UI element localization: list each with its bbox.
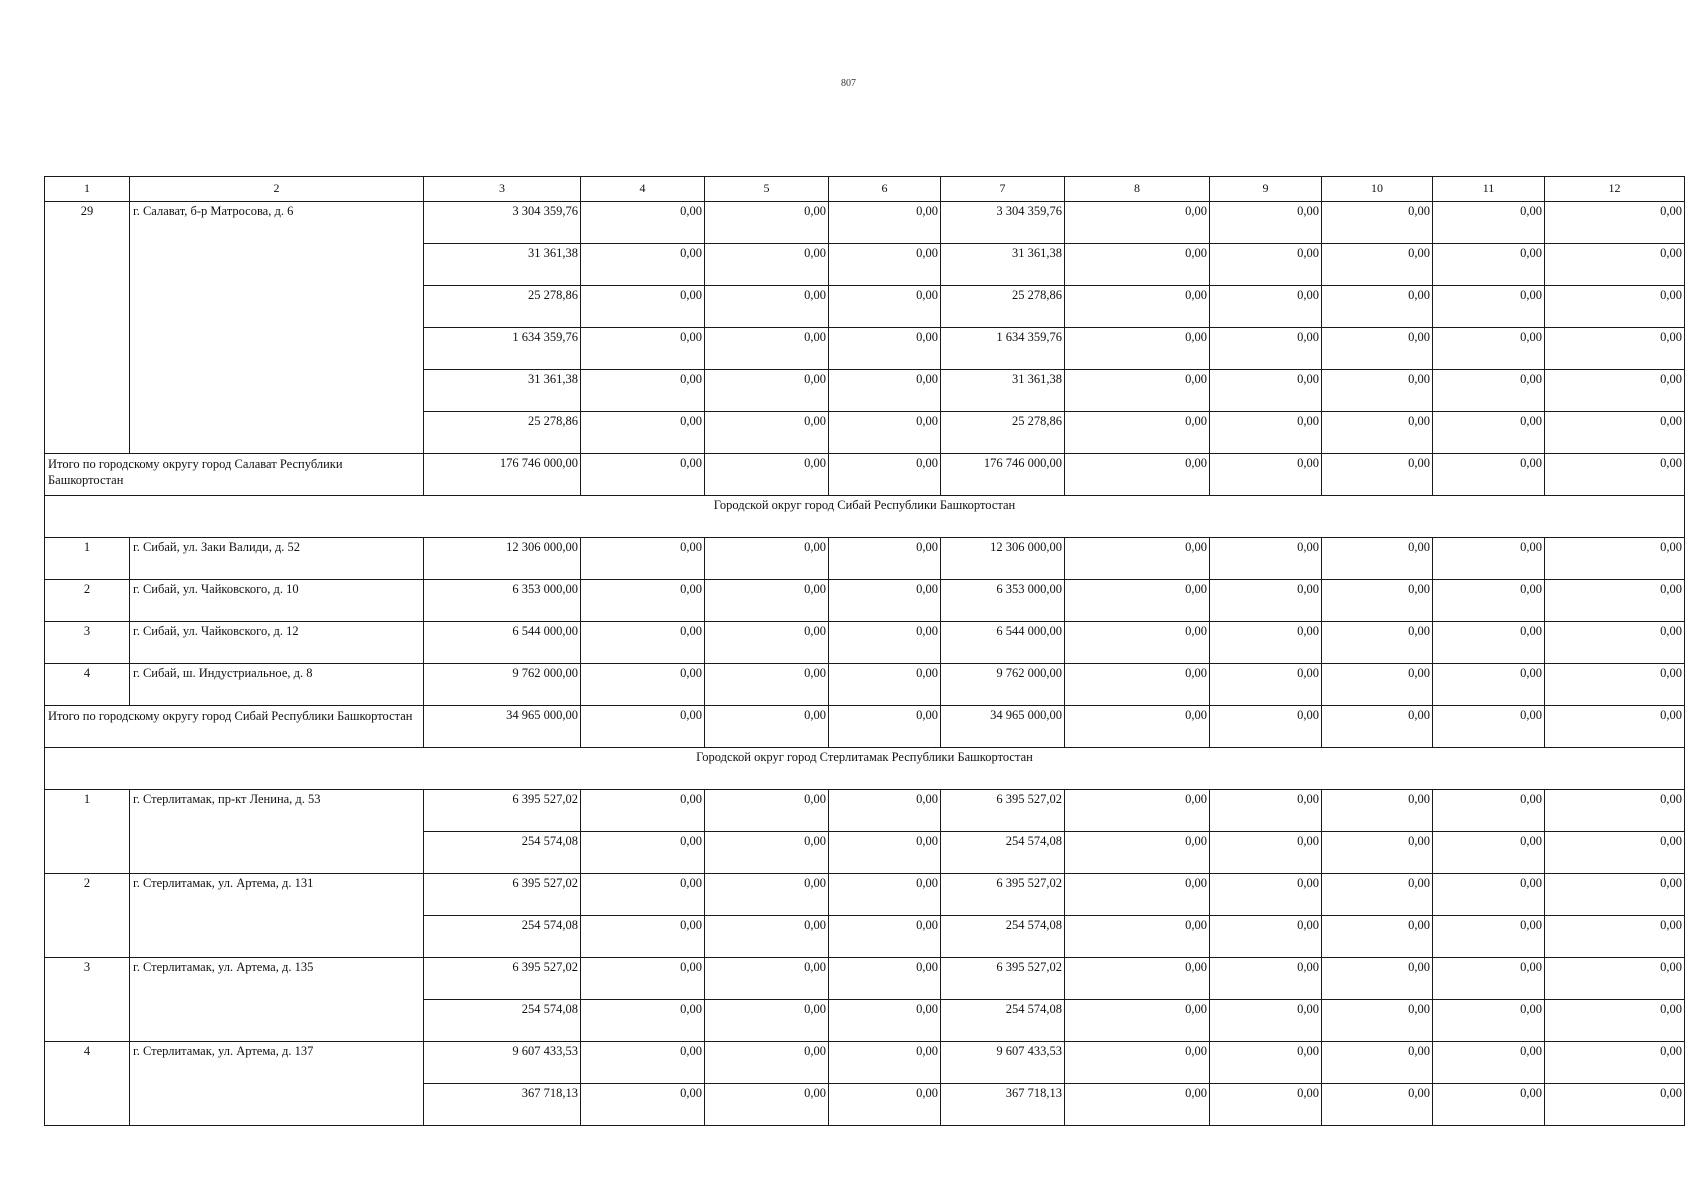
value-cell: 254 574,08 [424, 832, 581, 874]
value-cell: 6 544 000,00 [424, 622, 581, 664]
value-cell: 0,00 [1433, 622, 1545, 664]
value-cell: 1 634 359,76 [424, 328, 581, 370]
value-cell: 31 361,38 [424, 244, 581, 286]
value-cell: 0,00 [829, 874, 941, 916]
value-cell: 0,00 [581, 958, 705, 1000]
row-number: 4 [45, 664, 130, 706]
total-row [45, 706, 1685, 748]
value-cell: 0,00 [705, 202, 829, 244]
value-cell: 6 544 000,00 [941, 622, 1065, 664]
section-header-row [45, 748, 1685, 790]
value-cell: 0,00 [1210, 916, 1322, 958]
value-cell: 0,00 [1065, 328, 1210, 370]
value-cell: 0,00 [1065, 1084, 1210, 1126]
value-cell: 12 306 000,00 [424, 538, 581, 580]
value-cell: 0,00 [581, 664, 705, 706]
column-header: 5 [705, 177, 829, 202]
value-cell: 0,00 [1210, 328, 1322, 370]
total-value-cell: 0,00 [1210, 706, 1322, 748]
value-cell: 0,00 [1433, 874, 1545, 916]
value-cell: 0,00 [581, 370, 705, 412]
value-cell: 0,00 [1065, 580, 1210, 622]
value-cell: 254 574,08 [424, 916, 581, 958]
value-cell: 6 353 000,00 [941, 580, 1065, 622]
value-cell: 0,00 [1322, 958, 1433, 1000]
value-cell: 0,00 [705, 412, 829, 454]
value-cell: 0,00 [581, 832, 705, 874]
total-value-cell: 34 965 000,00 [941, 706, 1065, 748]
value-cell: 0,00 [1065, 622, 1210, 664]
value-cell: 0,00 [1065, 790, 1210, 832]
value-cell: 9 762 000,00 [941, 664, 1065, 706]
value-cell: 0,00 [1065, 1000, 1210, 1042]
value-cell: 0,00 [1322, 874, 1433, 916]
value-cell: 0,00 [1210, 1000, 1322, 1042]
value-cell: 0,00 [705, 1084, 829, 1126]
value-cell: 0,00 [1433, 244, 1545, 286]
total-label: Итого по городскому округу город Салават Республики Башкортостан [45, 454, 424, 496]
row-number: 3 [45, 958, 130, 1042]
value-cell: 0,00 [1210, 664, 1322, 706]
value-cell: 0,00 [829, 328, 941, 370]
value-cell: 0,00 [581, 202, 705, 244]
value-cell: 0,00 [1433, 370, 1545, 412]
row-number: 3 [45, 622, 130, 664]
column-number-row [45, 177, 1685, 202]
value-cell: 254 574,08 [424, 1000, 581, 1042]
value-cell: 12 306 000,00 [941, 538, 1065, 580]
value-cell: 0,00 [705, 790, 829, 832]
total-label: Итого по городскому округу город Сибай Республики Башкортостан [45, 706, 424, 748]
value-cell: 254 574,08 [941, 1000, 1065, 1042]
value-cell: 0,00 [705, 916, 829, 958]
value-cell: 367 718,13 [424, 1084, 581, 1126]
total-value-cell: 0,00 [581, 706, 705, 748]
value-cell: 0,00 [1322, 832, 1433, 874]
value-cell: 0,00 [705, 622, 829, 664]
value-cell: 0,00 [705, 1042, 829, 1084]
value-cell: 0,00 [1545, 832, 1685, 874]
value-cell: 0,00 [1433, 202, 1545, 244]
column-header: 10 [1322, 177, 1433, 202]
value-cell: 1 634 359,76 [941, 328, 1065, 370]
value-cell: 0,00 [1210, 832, 1322, 874]
value-cell: 0,00 [829, 412, 941, 454]
value-cell: 0,00 [705, 370, 829, 412]
value-cell: 0,00 [829, 244, 941, 286]
value-cell: 0,00 [1433, 1084, 1545, 1126]
total-value-cell: 0,00 [705, 706, 829, 748]
section-header-row [45, 496, 1685, 538]
value-cell: 6 395 527,02 [941, 790, 1065, 832]
value-cell: 0,00 [1065, 286, 1210, 328]
row-number: 1 [45, 538, 130, 580]
total-value-cell: 0,00 [705, 454, 829, 496]
total-value-cell: 0,00 [1322, 706, 1433, 748]
table-row [45, 664, 1685, 706]
total-value-cell: 0,00 [1210, 454, 1322, 496]
row-number: 1 [45, 790, 130, 874]
section-title: Городской округ город Стерлитамак Республики Башкортостан [45, 748, 1685, 790]
table-row [45, 1042, 1685, 1084]
table-row [45, 790, 1685, 832]
column-header: 3 [424, 177, 581, 202]
value-cell: 0,00 [1210, 1084, 1322, 1126]
table-row [45, 202, 1685, 244]
value-cell: 0,00 [1065, 202, 1210, 244]
value-cell: 0,00 [1210, 580, 1322, 622]
address-cell: г. Стерлитамак, ул. Артема, д. 137 [130, 1042, 424, 1126]
value-cell: 0,00 [1322, 328, 1433, 370]
total-value-cell: 176 746 000,00 [424, 454, 581, 496]
value-cell: 3 304 359,76 [941, 202, 1065, 244]
value-cell: 0,00 [1210, 286, 1322, 328]
value-cell: 0,00 [1322, 244, 1433, 286]
value-cell: 0,00 [829, 1042, 941, 1084]
value-cell: 0,00 [581, 916, 705, 958]
address-cell: г. Сибай, ул. Чайковского, д. 12 [130, 622, 424, 664]
value-cell: 0,00 [1210, 1042, 1322, 1084]
address-cell: г. Стерлитамак, пр-кт Ленина, д. 53 [130, 790, 424, 874]
value-cell: 6 395 527,02 [424, 790, 581, 832]
value-cell: 0,00 [581, 538, 705, 580]
value-cell: 0,00 [829, 832, 941, 874]
value-cell: 0,00 [1545, 1000, 1685, 1042]
total-value-cell: 34 965 000,00 [424, 706, 581, 748]
value-cell: 0,00 [829, 790, 941, 832]
value-cell: 0,00 [1065, 538, 1210, 580]
value-cell: 0,00 [1322, 664, 1433, 706]
value-cell: 0,00 [829, 916, 941, 958]
total-value-cell: 0,00 [829, 706, 941, 748]
value-cell: 0,00 [1545, 202, 1685, 244]
value-cell: 0,00 [1545, 538, 1685, 580]
value-cell: 0,00 [1210, 538, 1322, 580]
value-cell: 0,00 [1545, 1042, 1685, 1084]
value-cell: 0,00 [1065, 958, 1210, 1000]
column-header: 1 [45, 177, 130, 202]
value-cell: 31 361,38 [424, 370, 581, 412]
table-body [45, 177, 1685, 1126]
value-cell: 0,00 [1322, 1000, 1433, 1042]
value-cell: 0,00 [829, 1000, 941, 1042]
address-cell: г. Сибай, ш. Индустриальное, д. 8 [130, 664, 424, 706]
column-header: 12 [1545, 177, 1685, 202]
value-cell: 0,00 [581, 244, 705, 286]
value-cell: 0,00 [1545, 874, 1685, 916]
value-cell: 0,00 [829, 1084, 941, 1126]
value-cell: 0,00 [1210, 790, 1322, 832]
value-cell: 25 278,86 [941, 286, 1065, 328]
value-cell: 6 395 527,02 [941, 958, 1065, 1000]
value-cell: 0,00 [1433, 538, 1545, 580]
value-cell: 0,00 [581, 286, 705, 328]
page-number: 807 [841, 78, 856, 89]
value-cell: 3 304 359,76 [424, 202, 581, 244]
value-cell: 0,00 [1210, 244, 1322, 286]
value-cell: 0,00 [829, 538, 941, 580]
value-cell: 0,00 [581, 1000, 705, 1042]
value-cell: 0,00 [705, 538, 829, 580]
value-cell: 0,00 [829, 370, 941, 412]
total-value-cell: 0,00 [1545, 706, 1685, 748]
total-value-cell: 0,00 [1322, 454, 1433, 496]
value-cell: 0,00 [1545, 958, 1685, 1000]
row-number: 2 [45, 580, 130, 622]
row-number: 4 [45, 1042, 130, 1126]
value-cell: 0,00 [705, 1000, 829, 1042]
value-cell: 0,00 [1433, 916, 1545, 958]
value-cell: 0,00 [1322, 916, 1433, 958]
value-cell: 0,00 [1545, 412, 1685, 454]
value-cell: 0,00 [705, 664, 829, 706]
value-cell: 0,00 [1322, 622, 1433, 664]
value-cell: 0,00 [1210, 202, 1322, 244]
value-cell: 0,00 [1322, 538, 1433, 580]
total-value-cell: 0,00 [1433, 454, 1545, 496]
total-value-cell: 0,00 [1433, 706, 1545, 748]
value-cell: 0,00 [1545, 286, 1685, 328]
column-header: 7 [941, 177, 1065, 202]
value-cell: 0,00 [705, 580, 829, 622]
value-cell: 9 607 433,53 [424, 1042, 581, 1084]
address-cell: г. Сибай, ул. Чайковского, д. 10 [130, 580, 424, 622]
table-row [45, 622, 1685, 664]
value-cell: 0,00 [829, 622, 941, 664]
value-cell: 0,00 [829, 664, 941, 706]
address-cell: г. Стерлитамак, ул. Артема, д. 131 [130, 874, 424, 958]
value-cell: 0,00 [1545, 664, 1685, 706]
value-cell: 0,00 [581, 328, 705, 370]
value-cell: 0,00 [1065, 412, 1210, 454]
value-cell: 0,00 [829, 286, 941, 328]
value-cell: 0,00 [1322, 580, 1433, 622]
value-cell: 0,00 [1322, 790, 1433, 832]
value-cell: 9 607 433,53 [941, 1042, 1065, 1084]
value-cell: 0,00 [581, 412, 705, 454]
value-cell: 0,00 [705, 958, 829, 1000]
value-cell: 0,00 [705, 244, 829, 286]
value-cell: 0,00 [1545, 244, 1685, 286]
value-cell: 0,00 [1433, 790, 1545, 832]
value-cell: 0,00 [1065, 244, 1210, 286]
value-cell: 6 395 527,02 [424, 874, 581, 916]
table-row [45, 538, 1685, 580]
value-cell: 0,00 [581, 874, 705, 916]
row-number: 2 [45, 874, 130, 958]
address-cell: г. Сибай, ул. Заки Валиди, д. 52 [130, 538, 424, 580]
value-cell: 0,00 [1433, 286, 1545, 328]
value-cell: 0,00 [705, 286, 829, 328]
total-row [45, 454, 1685, 496]
value-cell: 0,00 [1545, 622, 1685, 664]
address-cell: г. Салават, б-р Матросова, д. 6 [130, 202, 424, 454]
value-cell: 0,00 [1433, 328, 1545, 370]
value-cell: 0,00 [1322, 412, 1433, 454]
value-cell: 0,00 [1210, 958, 1322, 1000]
column-header: 9 [1210, 177, 1322, 202]
total-value-cell: 0,00 [581, 454, 705, 496]
value-cell: 6 395 527,02 [424, 958, 581, 1000]
value-cell: 0,00 [1322, 202, 1433, 244]
section-title: Городской округ город Сибай Республики Башкортостан [45, 496, 1685, 538]
value-cell: 0,00 [1433, 412, 1545, 454]
value-cell: 0,00 [1433, 1000, 1545, 1042]
value-cell: 0,00 [1433, 580, 1545, 622]
value-cell: 0,00 [1545, 1084, 1685, 1126]
address-cell: г. Стерлитамак, ул. Артема, д. 135 [130, 958, 424, 1042]
value-cell: 6 353 000,00 [424, 580, 581, 622]
column-header: 6 [829, 177, 941, 202]
table-row [45, 580, 1685, 622]
value-cell: 367 718,13 [941, 1084, 1065, 1126]
value-cell: 0,00 [1322, 1084, 1433, 1126]
value-cell: 0,00 [829, 202, 941, 244]
value-cell: 0,00 [1433, 832, 1545, 874]
value-cell: 0,00 [829, 958, 941, 1000]
value-cell: 0,00 [1210, 412, 1322, 454]
value-cell: 31 361,38 [941, 370, 1065, 412]
value-cell: 0,00 [1433, 958, 1545, 1000]
column-header: 4 [581, 177, 705, 202]
value-cell: 25 278,86 [941, 412, 1065, 454]
value-cell: 25 278,86 [424, 286, 581, 328]
value-cell: 0,00 [581, 1084, 705, 1126]
value-cell: 0,00 [1065, 832, 1210, 874]
total-value-cell: 0,00 [1065, 454, 1210, 496]
value-cell: 0,00 [1065, 874, 1210, 916]
value-cell: 254 574,08 [941, 832, 1065, 874]
value-cell: 0,00 [1210, 370, 1322, 412]
value-cell: 0,00 [1065, 370, 1210, 412]
value-cell: 31 361,38 [941, 244, 1065, 286]
value-cell: 0,00 [705, 832, 829, 874]
value-cell: 0,00 [1545, 580, 1685, 622]
value-cell: 0,00 [1210, 622, 1322, 664]
value-cell: 0,00 [1065, 664, 1210, 706]
column-header: 8 [1065, 177, 1210, 202]
value-cell: 0,00 [1065, 1042, 1210, 1084]
value-cell: 0,00 [1433, 1042, 1545, 1084]
value-cell: 9 762 000,00 [424, 664, 581, 706]
value-cell: 0,00 [1545, 370, 1685, 412]
value-cell: 0,00 [705, 874, 829, 916]
value-cell: 6 395 527,02 [941, 874, 1065, 916]
column-header: 11 [1433, 177, 1545, 202]
column-header: 2 [130, 177, 424, 202]
value-cell: 0,00 [1322, 286, 1433, 328]
value-cell: 0,00 [1545, 328, 1685, 370]
value-cell: 0,00 [1545, 790, 1685, 832]
value-cell: 0,00 [1322, 1042, 1433, 1084]
value-cell: 0,00 [581, 790, 705, 832]
value-cell: 0,00 [581, 580, 705, 622]
value-cell: 0,00 [1433, 664, 1545, 706]
total-value-cell: 0,00 [829, 454, 941, 496]
value-cell: 0,00 [1322, 370, 1433, 412]
value-cell: 0,00 [705, 328, 829, 370]
value-cell: 0,00 [581, 1042, 705, 1084]
total-value-cell: 0,00 [1065, 706, 1210, 748]
value-cell: 254 574,08 [941, 916, 1065, 958]
total-value-cell: 176 746 000,00 [941, 454, 1065, 496]
value-cell: 0,00 [829, 580, 941, 622]
table-row [45, 874, 1685, 916]
value-cell: 0,00 [1545, 916, 1685, 958]
value-cell: 0,00 [581, 622, 705, 664]
row-number: 29 [45, 202, 130, 454]
budget-table [44, 176, 1685, 1126]
table-row [45, 958, 1685, 1000]
total-value-cell: 0,00 [1545, 454, 1685, 496]
value-cell: 25 278,86 [424, 412, 581, 454]
value-cell: 0,00 [1065, 916, 1210, 958]
value-cell: 0,00 [1210, 874, 1322, 916]
